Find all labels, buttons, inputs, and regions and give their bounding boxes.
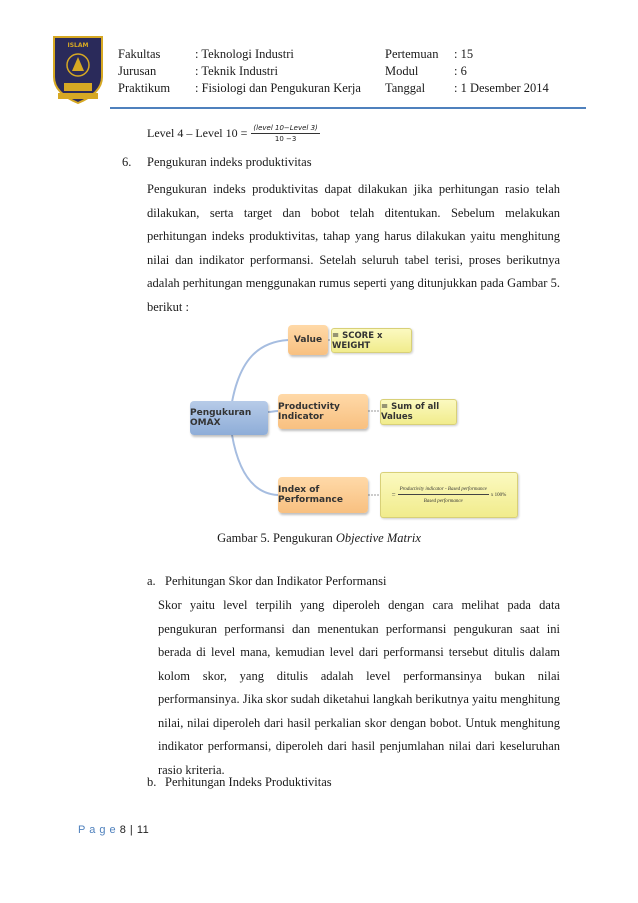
iop-suffix: x 100% [490, 492, 507, 498]
section-6-number: 6. [122, 155, 132, 169]
header-key: Praktikum [118, 81, 171, 95]
iop-formula [392, 487, 507, 504]
formula-lead: Level 4 – Level 10 = [147, 126, 248, 140]
section-6-paragraph: Pengukuran indeks produktivitas dapat dilakukan jika perhitungan rasio telah dilakukan, serta target dan bobot telah ditentukan. Sebelum melakukan perhitungan indeks produktivitas, tahap yang harus dilakukan yaitu menghitung nilai dan indikator performansi. Setelah seluruh tabel terisi, proses berikutnya adalah perhitungan menggunakan rumus seperti yang ditunjukkan pada Gambar 5. berikut : [147, 182, 560, 314]
header-value: : Fisiologi dan Pengukuran Kerja [195, 81, 361, 95]
subsection-b-title: Perhitungan Indeks Produktivitas [165, 775, 332, 789]
subsection-a-title: Perhitungan Skor dan Indikator Performansi [165, 574, 387, 588]
iop-equals: = [391, 491, 396, 499]
logo-text-top: ISLAM [67, 42, 89, 49]
subsection-a-heading [147, 574, 386, 589]
header-key: Pertemuan [385, 47, 439, 61]
mindmap-leaf-productivity-indicator: = Sum of all Values [380, 399, 457, 425]
page-footer [78, 824, 149, 836]
figure-caption [0, 531, 638, 546]
header-value: : 6 [454, 64, 467, 78]
mindmap-root-node: Pengukuran OMAX [190, 401, 268, 435]
connector-iop [232, 435, 278, 495]
subsection-a-marker: a. [147, 574, 156, 588]
subsection-b-marker: b. [147, 775, 157, 789]
mindmap-node-index-of-performance: Index of Performance [278, 477, 368, 513]
mindmap-node-value: Value [288, 325, 328, 355]
header-key: Tanggal [385, 81, 426, 95]
header-key: Modul [385, 64, 419, 78]
header-key: Fakultas [118, 47, 161, 61]
iop-fraction [398, 487, 489, 504]
iop-denominator: Based performance [423, 498, 463, 504]
connector-pi [268, 411, 278, 412]
formula-numerator: (level 10−Level 3) [253, 124, 318, 132]
header-value: : Teknik Industri [195, 64, 278, 78]
header-value: : Teknologi Industri [195, 47, 294, 61]
subsection-b-heading [147, 775, 332, 790]
footer-label: P a g e [78, 824, 117, 836]
formula-denominator: 10 −3 [274, 135, 297, 143]
header-value: : 15 [454, 47, 474, 61]
header-value: : 1 Desember 2014 [454, 81, 549, 95]
caption-prefix: Gambar 5. Pengukuran [217, 531, 333, 545]
footer-page-number: 8 | 11 [119, 824, 150, 836]
mindmap-leaf-value: = SCORE x WEIGHT [331, 328, 412, 353]
mindmap-node-productivity-indicator: Productivity Indicator [278, 394, 368, 429]
header-key: Jurusan [118, 64, 157, 78]
section-6-title: Pengukuran indeks produktivitas [147, 155, 312, 169]
iop-numerator: Productivity indicator - Based performance [398, 487, 489, 495]
subsection-a-paragraph: Skor yaitu level terpilih yang diperoleh dengan cara melihat pada data pengukuran performansi dan menentukan performansi pengukuran saat ini berada di level mana, kemudian level dari performansi tersebut ditulis dalam kolom skor, yang ditulis adalah level performansinya bukan nilai performansinya. Jika skor sudah diketahui langkah berikutnya yaitu menghitung nilai, nilai diperoleh dari hasil perkalian skor dengan bobot. Untuk menghitung indikator performansi, diperoleh dari hasil penjumlahan nilai dari keseluruhan rasio kriteria. [158, 598, 560, 777]
connector-value [232, 340, 288, 402]
mindmap-leaf-index-of-performance [380, 472, 518, 518]
caption-italic: Objective Matrix [335, 531, 421, 545]
